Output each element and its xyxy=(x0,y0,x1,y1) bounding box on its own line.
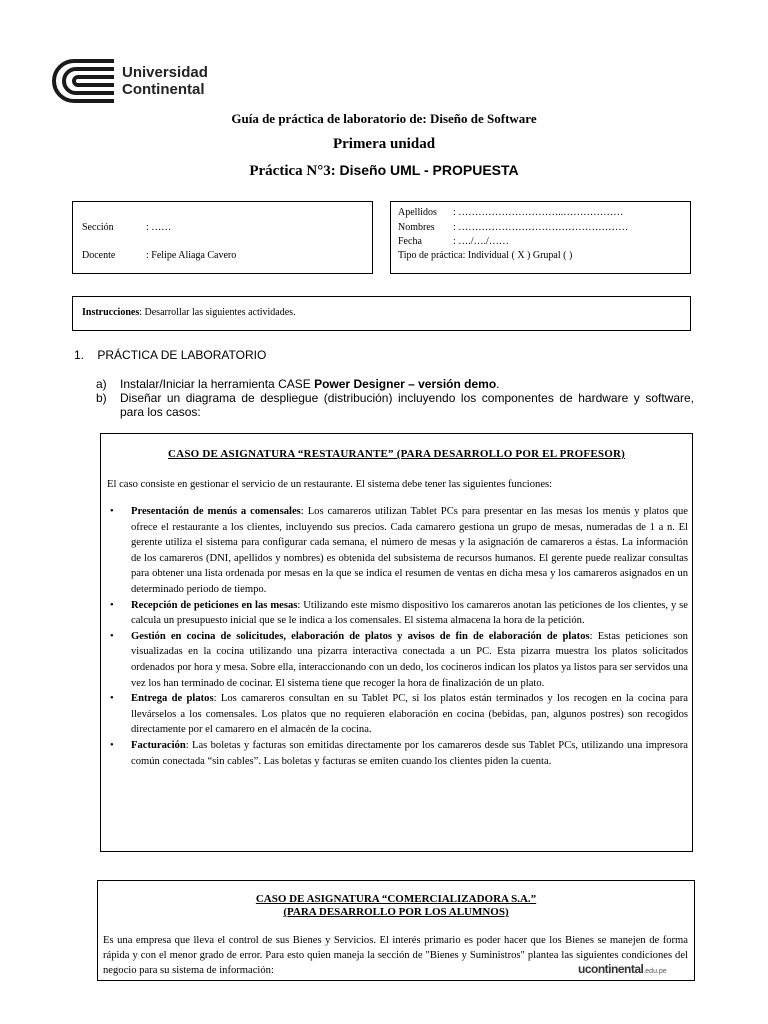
item-b xyxy=(96,391,694,419)
case2-title-line2: (PARA DESARROLLO POR LOS ALUMNOS) xyxy=(283,906,509,918)
date-value: : …./…./…… xyxy=(453,236,509,247)
case1-bullet-list xyxy=(107,504,688,769)
brand-name-line2: Continental xyxy=(122,81,205,98)
practice-type: Tipo de práctica: Individual ( X ) Grupal ( ) xyxy=(398,250,573,261)
footer-brand xyxy=(578,960,667,978)
case1-bullet-item xyxy=(107,691,688,738)
case1-box xyxy=(100,433,693,852)
bullet-bold-title: Recepción de peticiones en las mesas xyxy=(131,599,298,611)
bullet-bold-title: Presentación de menús a comensales xyxy=(131,506,301,517)
teacher-label: Docente xyxy=(82,250,116,261)
footer-brand-domain: .edu.pe xyxy=(643,968,667,975)
section1-heading: 1. PRÁCTICA DE LABORATORIO xyxy=(74,348,267,362)
bullet-text: : Estas peticiones son visualizadas en la cocina utilizando una pizarra interactiva conectada a un PC. Esta pizarra muestra los platos solicitados ordenados por hora y mesa. Sobre ella, interaccionando con un dedo, los cocineros indican los platos ya listos para ser servidos una vez los han terminado de cocinar. El sistema tiene que recoger la hora de finalización de un plato. xyxy=(131,630,688,689)
item-a-marker: a) xyxy=(96,377,107,391)
case1-intro: El caso consiste en gestionar el servicio de un restaurante. El sistema debe tener las siguientes funciones: xyxy=(107,479,553,490)
instructions-label: Instrucciones xyxy=(82,307,140,318)
bullet-bold-title: Gestión en cocina de solicitudes, elaboración de platos y avisos de fin de elaboración de platos xyxy=(131,630,590,642)
names-value: : …………………………………………… xyxy=(453,222,629,233)
bullet-text: : Los camareros consultan en su Tablet PC, si los platos están terminados y los recogen en la cocina para llevárselos a los comensales. Los platos que no requieren elaboración en cocina (bebidas, pan, algunos postres) son recogidos directamente por el camarero en el almacén de la cocina. xyxy=(131,693,689,736)
case1-bullet-item xyxy=(107,738,688,769)
bullet-text: : Las boletas y facturas son emitidas directamente por los camareros desde sus Tablet PCs, utilizando una impresora común conectada “sin cables”. Las boletas y facturas se emiten cuando los clientes piden la cuenta. xyxy=(131,739,688,767)
bullet-text: : Los camareros utilizan Tablet PCs para presentar en las mesas los menús y platos que ofrece el restaurante a los clientes, incluyendo sus precios. Cada camarero gestiona un grupo de mesas, numeradas de 1 a n. El gerente utiliza el sistema para configurar cada semana, el número de mesas y la asignación de camareros a éstas. La información de los camareros (DNI, apellidos y nombres) es obtenida del subsistema de recursos humanos. El gerente puede realizar consultas para obtener una lista ordenada por mesas en la que se indica el resumen de ventas en dicha mesa y los camareros asignados en un determinado periodo de tiempo. xyxy=(131,506,688,595)
case2-title-line1: CASO DE ASIGNATURA “COMERCIALIZADORA S.A.” xyxy=(255,893,537,905)
bullet-bold-title: Facturación xyxy=(131,739,186,751)
section-value: : …… xyxy=(146,222,172,233)
item-b-text: Diseñar un diagrama de despliegue (distribución) incluyendo los componentes de hardware y software, para los casos: xyxy=(120,391,694,419)
bullet-bold-title: Entrega de platos xyxy=(131,693,214,705)
university-logo xyxy=(50,57,220,105)
names-label: Nombres xyxy=(398,222,435,233)
info-left-box xyxy=(72,201,373,274)
instructions-text: : Desarrollar las siguientes actividades. xyxy=(139,307,296,318)
case2-title xyxy=(98,893,694,919)
instructions-box xyxy=(72,296,691,331)
bullet-text: : Utilizando este mismo dispositivo los camareros anotan las peticiones de los clientes, y se calcula un presupuesto inicial que se le indica a los comensales. El sistema almacena la hora de la petición. xyxy=(131,599,688,627)
date-label: Fecha xyxy=(398,236,422,247)
case1-bullet-item xyxy=(107,504,688,598)
guide-title: Guía de práctica de laboratorio de: Diseño de Software xyxy=(231,111,537,126)
surname-label: Apellidos xyxy=(398,207,437,218)
section-label: Sección xyxy=(82,222,114,233)
brand-name-line1: Universidad xyxy=(122,64,208,81)
case1-bullet-item xyxy=(107,598,688,629)
practice-title: Práctica N°3: Diseño UML - PROPUESTA xyxy=(249,162,519,179)
item-b-marker: b) xyxy=(96,391,107,405)
footer-brand-name: ucontinental xyxy=(578,962,644,976)
case2-text: Es una empresa que lleva el control de sus Bienes y Servicios. El interés primario es poder hacer que los Bienes se manejen de forma rápida y con el menor grado de error. Para esto quien maneja la sección de "Bienes y Suministros" plantea las siguientes condiciones del negocio para su sistema de información: xyxy=(103,935,688,976)
surname-value: : …………………………..……………… xyxy=(453,207,624,218)
case1-bullet-item xyxy=(107,629,688,691)
unit-title: Primera unidad xyxy=(332,136,436,152)
teacher-value: : Felipe Aliaga Cavero xyxy=(146,250,237,261)
info-right-box xyxy=(390,201,691,274)
logo-mark-icon xyxy=(50,57,116,105)
case1-title: CASO DE ASIGNATURA “RESTAURANTE” (PARA DESARROLLO POR EL PROFESOR) xyxy=(168,448,625,460)
item-a: a) Instalar/Iniciar la herramienta CASE Power Designer – versión demo. xyxy=(96,377,500,391)
